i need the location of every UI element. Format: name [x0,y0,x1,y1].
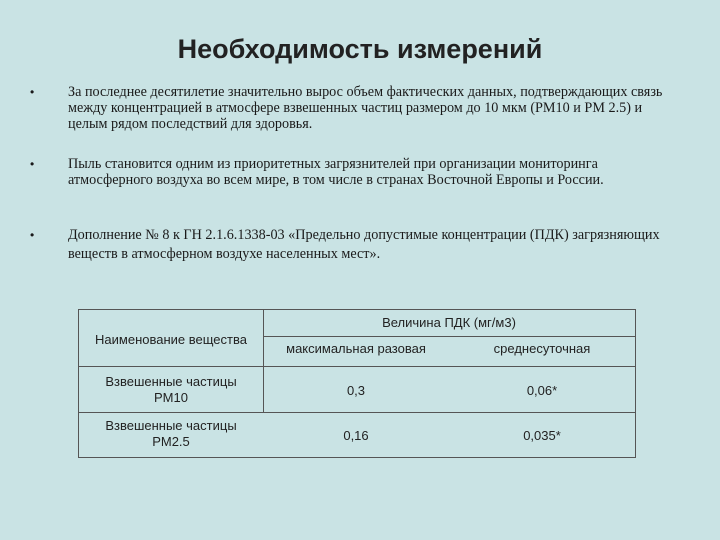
table-cell-avg: 0,035* [523,428,561,443]
table-cell-substance: Взвешенные частицы PM2.5 [105,418,237,449]
table-divider [79,412,635,413]
header-max: максимальная разовая [286,341,426,356]
slide-title: Необходимость измерений [177,34,543,64]
header-substance: Наименование вещества [95,332,247,347]
bullet-text: Дополнение № 8 к ГН 2.1.6.1338-03 «Предельно допустимые концентрации (ПДК) загрязняющих веществ в атмосферном воздухе населенных мест». [68,227,660,262]
table-cell-substance: Взвешенные частицы PM10 [105,374,237,405]
bullet-marker: • [30,85,35,99]
bullet-text: За последнее десятилетие значительно вырос объем фактических данных, подтверждающих связь между концентрацией в атмосфере взвешенных частиц размером до 10 мкм (PM10 и PM 2.5) и целым рядом последствий для здоровья. [68,84,663,132]
header-avg: среднесуточная [493,341,591,356]
table-divider [79,366,635,367]
table-divider [263,336,635,337]
bullet-text: Пыль становится одним из приоритетных загрязнителей при организации мониторинга атмосферного воздуха во всем мире, в том числе в странах Восточной Европы и России. [68,156,604,188]
bullet-marker: • [30,228,35,242]
bullet-marker: • [30,157,35,171]
pdk-table [78,309,636,458]
header-pdk: Величина ПДК (мг/м3) [382,315,516,330]
table-cell-max: 0,3 [346,383,366,398]
table-cell-avg: 0,06* [526,383,558,398]
table-cell-max: 0,16 [343,428,369,443]
